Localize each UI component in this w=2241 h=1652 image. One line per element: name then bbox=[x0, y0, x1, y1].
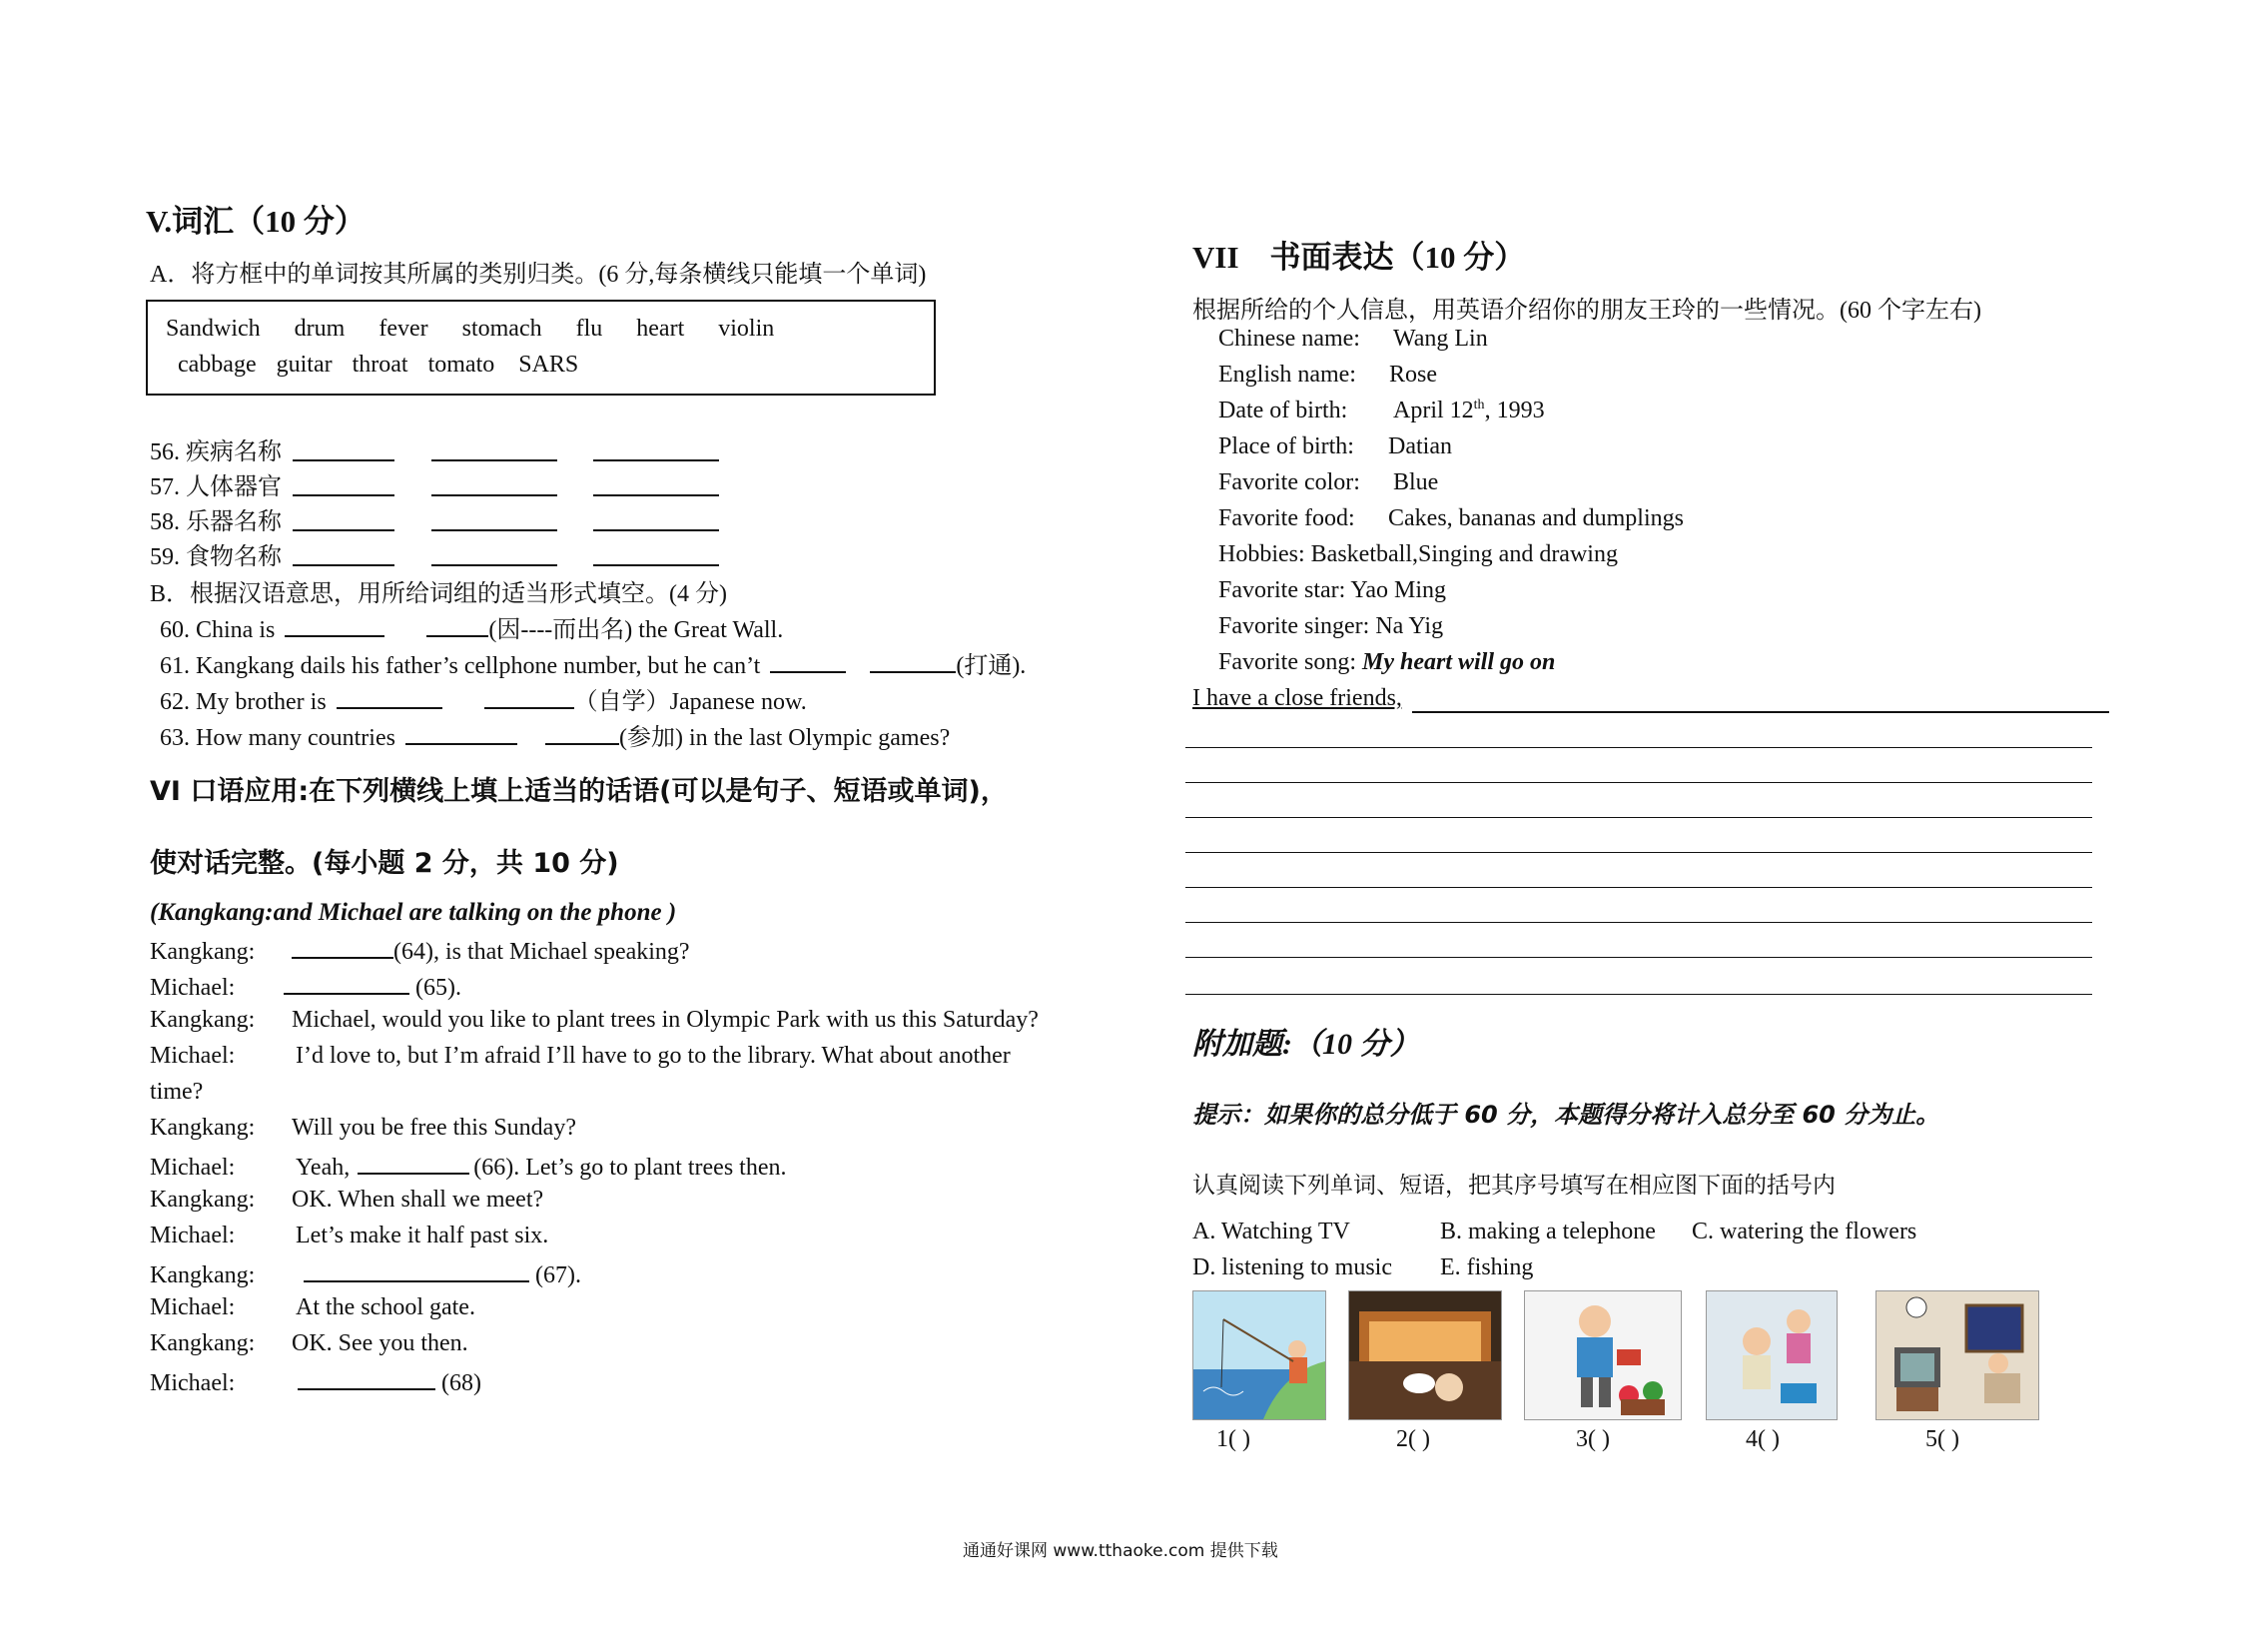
section-vii-title: VII 书面表达（10 分） bbox=[1192, 240, 1526, 275]
section-vii-instructions: 根据所给的个人信息，用英语介绍你的朋友王玲的一些情况。(60 个字左右) bbox=[1192, 298, 1981, 324]
writing-line[interactable] bbox=[1185, 922, 2092, 923]
word-box-row-2 bbox=[178, 352, 612, 379]
word-box-row-1 bbox=[166, 316, 808, 343]
answer-blank[interactable] bbox=[545, 721, 619, 745]
writing-line[interactable] bbox=[1185, 852, 2092, 853]
picture-caption: 2( ) bbox=[1396, 1426, 1430, 1452]
writing-line[interactable] bbox=[1185, 817, 2092, 818]
dialog-context: (Kangkang:and Michael are talking on the phone ) bbox=[150, 899, 677, 926]
answer-blank[interactable] bbox=[431, 564, 557, 566]
dialog-line-66: Michael: Yeah, (66). Let’s go to plant trees then. bbox=[150, 1151, 787, 1182]
writing-line[interactable] bbox=[1185, 994, 2092, 995]
dialog-line: Michael: Let’s make it half past six. bbox=[150, 1223, 549, 1248]
answer-blank[interactable] bbox=[426, 613, 488, 637]
extra-hint: 提示：如果你的总分低于 60 分，本题得分将计入总分至 60 分为止。 bbox=[1192, 1101, 1940, 1129]
answer-blank[interactable] bbox=[298, 1366, 435, 1390]
word-item: tomato bbox=[427, 352, 495, 378]
word-item: violin bbox=[718, 316, 775, 342]
watching-tv-picture bbox=[1875, 1290, 2039, 1420]
answer-blank[interactable] bbox=[293, 494, 394, 496]
word-item: flu bbox=[575, 316, 603, 342]
answer-blank[interactable] bbox=[431, 494, 557, 496]
info-row: Favorite star: Yao Ming bbox=[1218, 577, 1447, 603]
answer-blank[interactable] bbox=[484, 685, 574, 709]
section-vi-title-line-2: 使对话完整。(每小题 2 分，共 10 分) bbox=[150, 848, 619, 879]
info-row: Chinese name: Wang Lin bbox=[1218, 326, 1488, 352]
dialog-line-68: Michael: (68) bbox=[150, 1366, 481, 1397]
info-row: Date of birth: April 12th, 1993 bbox=[1218, 398, 1545, 423]
answer-blank[interactable] bbox=[405, 721, 517, 745]
dialog-line-64: Kangkang: (64), is that Michael speaking? bbox=[150, 935, 690, 966]
extra-question-title: 附加题:（10 分） bbox=[1192, 1028, 1420, 1061]
section-v-b-instructions: B．根据汉语意思，用所给词组的适当形式填空。(4 分) bbox=[150, 581, 727, 607]
telephone-picture bbox=[1706, 1290, 1838, 1420]
info-row: Favorite color: Blue bbox=[1218, 469, 1439, 495]
picture-caption: 5( ) bbox=[1925, 1426, 1959, 1452]
word-item: cabbage bbox=[178, 352, 257, 378]
dialog-line: Michael: I’d love to, but I’m afraid I’ll have to go to the library. What about another bbox=[150, 1043, 1011, 1069]
info-row: Favorite food: Cakes, bananas and dumplings bbox=[1218, 505, 1684, 531]
answer-blank[interactable] bbox=[593, 459, 719, 461]
category-row: 58. 乐器名称 bbox=[150, 509, 282, 535]
dialog-line: time? bbox=[150, 1079, 204, 1105]
option-row-1: A. Watching TV B. making a telephone C. watering the flowers bbox=[1192, 1219, 1917, 1244]
watering-flowers-picture bbox=[1524, 1290, 1682, 1420]
dialog-line: Michael: At the school gate. bbox=[150, 1294, 475, 1320]
question-63: 63. How many countries (参加) in the last Olympic games? bbox=[160, 717, 950, 752]
footer-source: 通通好课网 www.tthaoke.com 提供下载 bbox=[963, 1541, 1278, 1561]
section-v-a-instructions: A．将方框中的单词按其所属的类别归类。(6 分,每条横线只能填一个单词) bbox=[150, 262, 927, 288]
info-row: Favorite song: My heart will go on bbox=[1218, 649, 1556, 675]
word-item: fever bbox=[378, 316, 428, 342]
word-box bbox=[146, 300, 936, 396]
answer-blank[interactable] bbox=[593, 494, 719, 496]
answer-blank[interactable] bbox=[293, 529, 394, 531]
picture-caption: 1( ) bbox=[1216, 1426, 1250, 1452]
picture-caption: 4( ) bbox=[1746, 1426, 1780, 1452]
question-60: 60. China is (因----而出名) the Great Wall. bbox=[160, 609, 783, 644]
answer-blank[interactable] bbox=[293, 564, 394, 566]
writing-line[interactable] bbox=[1185, 957, 2092, 958]
info-row: Favorite singer: Na Yig bbox=[1218, 613, 1444, 639]
word-item: guitar bbox=[276, 352, 333, 378]
category-row: 59. 食物名称 bbox=[150, 544, 282, 570]
info-row: Hobbies: Basketball,Singing and drawing bbox=[1218, 541, 1618, 567]
answer-blank[interactable] bbox=[284, 971, 409, 995]
picture-caption: 3( ) bbox=[1576, 1426, 1610, 1452]
writing-start-text: I have a close friends, bbox=[1192, 685, 1402, 711]
word-item: Sandwich bbox=[166, 316, 261, 342]
word-item: SARS bbox=[518, 352, 579, 378]
writing-line[interactable] bbox=[1185, 887, 2092, 888]
word-item: throat bbox=[352, 352, 408, 378]
dialog-line: Kangkang: Will you be free this Sunday? bbox=[150, 1115, 576, 1141]
info-row: Place of birth: Datian bbox=[1218, 433, 1452, 459]
word-item: drum bbox=[294, 316, 346, 342]
extra-instructions: 认真阅读下列单词、短语，把其序号填写在相应图下面的括号内 bbox=[1192, 1173, 1836, 1199]
info-row: English name: Rose bbox=[1218, 362, 1437, 388]
category-row: 57. 人体器官 bbox=[150, 474, 282, 500]
answer-blank[interactable] bbox=[337, 685, 442, 709]
fishing-picture bbox=[1192, 1290, 1326, 1420]
section-v-title: V.词汇（10 分） bbox=[146, 204, 366, 239]
answer-blank[interactable] bbox=[285, 613, 384, 637]
question-61: 61. Kangkang dails his father’s cellphone number, but he can’t (打通). bbox=[160, 645, 1026, 680]
dialog-line-67: Kangkang: (67). bbox=[150, 1258, 581, 1289]
category-row: 56. 疾病名称 bbox=[150, 439, 282, 465]
answer-blank[interactable] bbox=[431, 459, 557, 461]
answer-blank[interactable] bbox=[593, 529, 719, 531]
answer-blank[interactable] bbox=[770, 649, 846, 673]
dialog-line-65: Michael: (65). bbox=[150, 971, 461, 1002]
answer-blank[interactable] bbox=[293, 459, 394, 461]
question-62: 62. My brother is （自学）Japanese now. bbox=[160, 681, 807, 716]
answer-blank[interactable] bbox=[292, 935, 393, 959]
concert-picture bbox=[1348, 1290, 1502, 1420]
section-vi-title-line-1: VI 口语应用:在下列横线上填上适当的话语(可以是句子、短语或单词)， bbox=[150, 776, 1008, 807]
option-row-2: D. listening to music E. fishing bbox=[1192, 1254, 1534, 1280]
dialog-line: Kangkang: OK. See you then. bbox=[150, 1330, 468, 1356]
answer-blank[interactable] bbox=[870, 649, 956, 673]
answer-blank[interactable] bbox=[431, 529, 557, 531]
writing-line[interactable] bbox=[1185, 782, 2092, 783]
dialog-line: Kangkang: Michael, would you like to plant trees in Olympic Park with us this Saturday? bbox=[150, 1007, 1039, 1033]
answer-blank[interactable] bbox=[593, 564, 719, 566]
writing-line[interactable] bbox=[1412, 711, 2109, 713]
answer-blank[interactable] bbox=[304, 1258, 529, 1282]
word-item: stomach bbox=[461, 316, 542, 342]
answer-blank[interactable] bbox=[358, 1151, 469, 1175]
dialog-line: Kangkang: OK. When shall we meet? bbox=[150, 1187, 544, 1213]
writing-line[interactable] bbox=[1185, 747, 2092, 748]
word-item: heart bbox=[636, 316, 685, 342]
